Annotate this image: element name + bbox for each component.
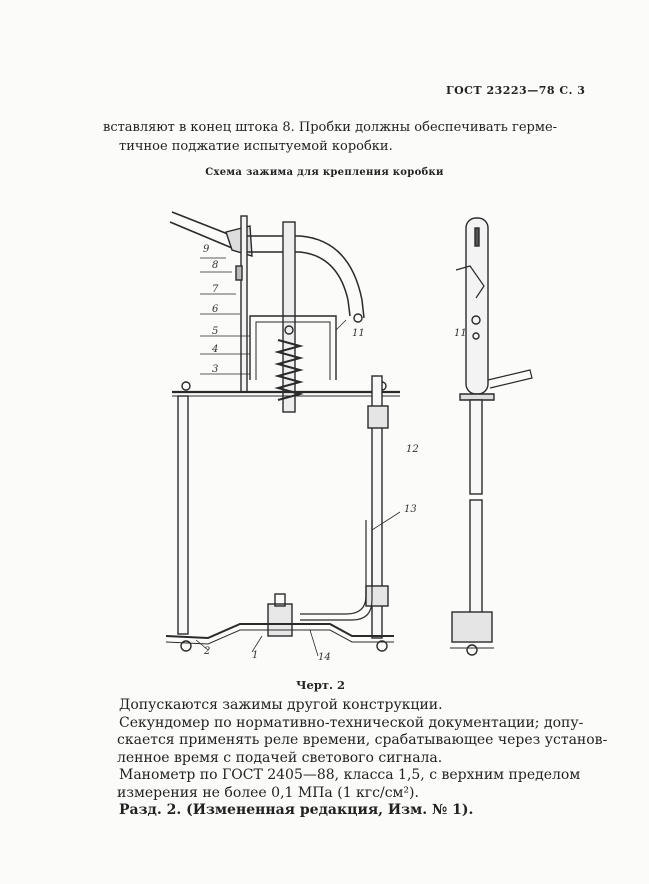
- body-line: Разд. 2. (Измененная редакция, Изм. № 1).: [119, 802, 474, 818]
- figure-title: Схема зажима для крепления коробки: [205, 167, 444, 178]
- page-header: ГОСТ 23223—78 С. 3: [446, 84, 586, 97]
- clamp-side-view: [450, 218, 532, 655]
- part-label: 8: [212, 260, 219, 271]
- part-label: 9: [203, 244, 210, 255]
- part-label: 13: [404, 504, 417, 515]
- body-line: измерения не более 0,1 МПа (1 кгс/см²).: [117, 784, 419, 801]
- paragraph-line: тичное поджатие испытуемой коробки.: [119, 139, 393, 154]
- clamp-front-view: [166, 212, 400, 656]
- part-label: 11: [454, 328, 467, 339]
- part-label: 5: [212, 326, 219, 337]
- part-label: 4: [212, 344, 219, 355]
- part-label: 3: [212, 364, 219, 375]
- body-text: [117, 697, 608, 820]
- figure-caption: Черт. 2: [296, 678, 345, 692]
- part-label: 14: [318, 652, 331, 663]
- part-label: 1: [252, 650, 259, 661]
- body-line: Манометр по ГОСТ 2405—88, класса 1,5, с верхним пределом: [119, 767, 581, 783]
- body-line: Секундомер по нормативно-технической документации; допу-: [119, 714, 584, 731]
- part-label: 12: [406, 444, 419, 455]
- part-label: 7: [212, 284, 219, 295]
- part-label: 11: [352, 328, 365, 339]
- part-label: 6: [212, 304, 219, 315]
- body-line: скается применять реле времени, срабатывающее через установ-: [117, 732, 608, 748]
- body-line: ленное время с подачей светового сигнала.: [117, 749, 443, 766]
- body-line: Допускаются зажимы другой конструкции.: [119, 697, 443, 713]
- paragraph-line: вставляют в конец штока 8. Пробки должны обеспечивать герме-: [103, 120, 558, 135]
- part-label: 2: [204, 646, 211, 657]
